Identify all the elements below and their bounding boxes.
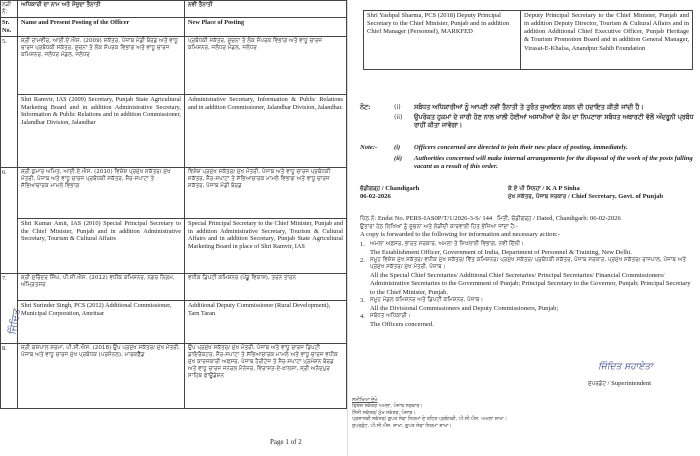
note-i-pun: ਸਬੰਧਤ ਅਧਿਕਾਰੀਆਂ ਨੂੰ ਆਪਣੀ ਨਵੀਂ ਤੈਨਾਤੀ ਤੇ ਤੁਰੰਤ ਜੁਆਇਨ ਕਰਨ ਦੀ ਹਦਾਇਤ ਕੀਤੀ ਜਾਂਦੀ ਹੈ। xyxy=(414,104,644,111)
place-pun: ਚੰਡੀਗੜ੍ਹ xyxy=(360,186,381,192)
list-item: 4. ਸਬੰਧਤ ਅਧਿਕਾਰੀ। The Officers concerned. xyxy=(360,313,434,328)
place-en: Chandigarh xyxy=(385,185,420,192)
note-label-pun: ਨੋਟ: xyxy=(360,104,371,111)
note-num: (i) xyxy=(394,104,401,111)
order-date: 06-02-2026 xyxy=(360,193,391,200)
row-new-pun: ਉਪ ਪ੍ਰਮੁੱਖ ਸਕੱਤਰ/ ਮੁੱਖ ਮੰਤਰੀ, ਪੰਜਾਬ ਅਤੇ ਵਾਧੂ ਚਾਰਜ ਡਿਪਟੀ ਡਾਇਰੈਕਟਰ, ਸੈਰ-ਸਪਾਟਾ ਤੇ ਸੱਭਿਆਚਾਰਕ ਮਾਮਲੇ ਅਤੇ ਵਾਧੂ ਚਾਰਜ ਵਧੀਕ ਮੁੱਖ ਕਾਰਜਕਾਰੀ ਅਫਸਰ, ਪੰਜਾਬ ਹੈਰੀਟੇਜ ਤੇ ਸੈਰ-ਸਪਾਟਾ ਪ੍ਰਮੋਸ਼ਨ ਬੋਰਡ ਅਤੇ ਵਾਧੂ ਚਾਰਜ ਜਨਰਲ ਮੈਨੇਜਰ, ਵਿਰਾਸਤ-ਏ-ਖ਼ਾਲਸਾ, ਸ੍ਰੀ ਅਨੰਦਪੁਰ ਸਾਹਿਬ ਫਾਊਂਡੇਸ਼ਨ xyxy=(185,343,347,408)
row-name-en: Shri Ramvir, IAS (2009) Secretary, Punjab State Agricultural Marketing Board and in addition Administrative Secretary, Information & Public Relations and in addition Commissioner, Jalandhar Division, Jalandhar xyxy=(18,94,185,167)
list-item: 2. ਸਮੂਹ ਵਿਸ਼ੇਸ਼ ਮੁੱਖ ਸਕੱਤਰ/ ਵਧੀਕ ਮੁੱਖ ਸਕੱਤਰ/ ਵਿੱਤ ਕਮਿਸ਼ਨਰ/ ਪ੍ਰਮੁੱਖ ਸਕੱਤਰ/ ਪ੍ਰਬੰਧਕੀ ਸਕੱਤਰ, ਪੰਜਾਬ ਸਰਕਾਰ, ਪ੍ਰਮੁੱਖ ਸਕੱਤਰ/ ਰਾਜਪਾਲ, ਪੰਜਾਬ ਅਤੇ ਪ੍ਰਮੁੱਖ ਸਕੱਤਰ/ ਮੁੱਖ ਮੰਤਰੀ, ਪੰਜਾਬ। All the Special Chief Secretaries/ Additional Chief Secretaries/ Principal Secretaries/ Financial Commissioners/ Administrative Secretaries to the Government of Punjab; Principal Secretary to the Governor, Punjab; Principal Secretary to the Chief Minister, Punjab. xyxy=(360,257,691,296)
signatory-title-pun: ਮੁੱਖ ਸਕੱਤਰ, ਪੰਜਾਬ ਸਰਕਾਰ xyxy=(508,194,567,200)
sr-header: Sr. No. xyxy=(1,17,18,36)
table-row xyxy=(1,273,347,300)
right-page xyxy=(348,0,700,456)
row-sr: 6. xyxy=(1,167,18,273)
new-header-pun: ਨਵੀਂ ਤੈਨਾਤੀ xyxy=(185,1,347,18)
row-sr: 8. xyxy=(1,343,18,408)
row-new-pun: ਪ੍ਰਬੰਧਕੀ ਸਕੱਤਰ, ਸੂਚਨਾ ਤੇ ਲੋਕ ਸੰਪਰਕ ਵਿਭਾਗ ਅਤੇ ਵਾਧੂ ਚਾਰਜ ਕਮਿਸ਼ਨਰ, ਜਲੰਧਰ ਮੰਡਲ, ਜਲੰਧਰ xyxy=(185,36,347,94)
footer-notes: ਸਮੀਖਿਆ ਦੇਖੋ ਵਿਸ਼ੇਸ਼ ਸਕੱਤਰ ਅਮਲਾ, ਪੰਜਾਬ ਸਰਕਾਰ। ਨਿੱਜੀ ਸਕੱਤਰ/ ਮੁੱਖ ਸਕੱਤਰ, ਪੰਜਾਬ। ਪ੍ਰਸ਼ਾਸਕੀ ਸਕੱਤਰ/ ਗੁਪਤ ਸੇਵਾ ਨਿਯਮਾਂ ਦੇ ਤਹਿਤ ਪ੍ਰਬੰਧਕੀ, ਪੀ.ਸੀ.ਐਸ. ਅਮਲਾ ਸ਼ਾਖਾ। ਸੁਪਰਡੰਟ, ਪੀ.ਸੀ.ਐਸ. ਸ਼ਾਖਾ, ਗੁਪਤ ਸੇਵਾ ਨਿਯਮਾਂ ਸ਼ਾਖਾ। xyxy=(352,398,507,429)
row-new-en: Special Principal Secretary to the Chief Minister, Punjab and in addition Administrative Secretary, Tourism & Cultural Affairs and in addition Secretary, Punjab State Agricultural Marketing Board in place of Shri Ramvir, IAS xyxy=(185,218,347,273)
signatory-title-en: Chief Secretary, Govt. of Punjab xyxy=(571,193,664,200)
row-new-pun: ਵਧੀਕ ਡਿਪਟੀ ਕਮਿਸ਼ਨਰ (ਪੇਂਡੂ ਵਿਕਾਸ), ਤਰਨ ਤਾਰਨ xyxy=(185,273,347,300)
row-name-en: Shri Kumar Amit, IAS (2010) Special Principal Secretary to the Chief Minister, Punjab and in addition Administrative Secretary, Tourism & Cultural Affairs xyxy=(18,218,185,273)
row-name-en: Shri Yashpal Sharma, PCS (2018) Deputy Principal Secretary to the Chief Minister, Punjab and in addition Chief Manager (Personnel), MARKFED xyxy=(364,11,521,70)
table-row xyxy=(1,218,347,273)
page-number: Page 1 of 2 xyxy=(270,438,302,446)
note-num: (i) xyxy=(394,144,401,151)
row-name-en: Shri Surinder Singh, PCS (2012) Additional Commissioner, Municipal Corporation, Amritsar xyxy=(18,300,185,343)
table-row xyxy=(1,36,347,94)
row-new-en: Administrative Secretary, Information & Public Relations and in addition Commissioner, Jalandhar Division, Jalandhar. xyxy=(185,94,347,167)
continued-table xyxy=(363,10,693,70)
row-name-pun: ਸ਼੍ਰੀ ਰਾਮਵੀਰ, ਆਈ.ਏ.ਐਸ. (2009) ਸਕੱਤਰ, ਪੰਜਾਬ ਮੰਡੀ ਬੋਰਡ ਅਤੇ ਵਾਧੂ ਚਾਰਜ ਪ੍ਰਬੰਧਕੀ ਸਕੱਤਰ, ਸੂਚਨਾ ਤੇ ਲੋਕ ਸੰਪਰਕ ਵਿਭਾਗ ਅਤੇ ਵਾਧੂ ਚਾਰਜ ਕਮਿਸ਼ਨਰ, ਜਲੰਧਰ ਮੰਡਲ, ਜਲੰਧਰ xyxy=(18,36,185,94)
signatory-name-pun: ਕੇ ਏ ਪੀ ਸਿਨਹਾ xyxy=(508,186,541,192)
signatory-name-en: K A P Sinha xyxy=(545,185,580,192)
name-header-pun: ਅਧਿਕਾਰੀ ਦਾ ਨਾਮ ਅਤੇ ਮੌਜੂਦਾ ਤੈਨਾਤੀ xyxy=(18,1,185,18)
notes-english xyxy=(360,144,695,172)
table-header-punjabi xyxy=(1,1,347,18)
row-sr: 5. xyxy=(1,36,18,167)
row-sr: 7. xyxy=(1,273,18,343)
signatory: ਕੇ ਏ ਪੀ ਸਿਨਹਾ / K A P Sinha ਮੁੱਖ ਸਕੱਤਰ, ਪੰਜਾਬ ਸਰਕਾਰ / Chief Secretary, Govt. of Punjab xyxy=(508,185,664,200)
new-header: New Place of Posting xyxy=(185,17,347,36)
row-name-pun: ਸ਼੍ਰੀ ਸੁਰਿੰਦਰ ਸਿੰਘ, ਪੀ.ਸੀ.ਐਸ. (2012) ਵਧੀਕ ਕਮਿਸ਼ਨਰ, ਨਗਰ ਨਿਗਮ, ਅੰਮ੍ਰਿਤਸਰ xyxy=(18,273,185,300)
name-header: Name and Present Posting of the Officer xyxy=(18,17,185,36)
note-num: (ii) xyxy=(394,154,403,162)
table-row xyxy=(1,94,347,167)
place-date: ਚੰਡੀਗੜ੍ਹ / Chandigarh 06-02-2026 xyxy=(360,185,420,200)
endst-intro-pun: ਉਤਾਰਾ ਹੇਠ ਲਿਖਿਆਂ ਨੂੰ ਸੂਚਨਾ ਅਤੇ ਲੋੜੀਂਦੀ ਕਾਰਵਾਈ ਹਿਤ ਭੇਜਿਆ ਜਾਂਦਾ ਹੈ:- xyxy=(360,223,518,230)
list-item: 1. ਅਮਲਾ ਅਫ਼ਸਰ, ਭਾਰਤ ਸਰਕਾਰ, ਅਮਲਾ ਤੇ ਸਿਖਲਾਈ ਵਿਭਾਗ, ਨਵੀਂ ਦਿੱਲੀ। The Establishment Officer, Government of India, Department of Personnel & Training, New Delhi. xyxy=(360,241,632,256)
left-page xyxy=(0,0,348,456)
table-row xyxy=(1,167,347,218)
table-header-english xyxy=(1,17,347,36)
row-new-en: Deputy Principal Secretary to the Chief Minister, Punjab and in addition Deputy Director, Tourism & Cultural Affairs and in addition Additional Chief Executive Officer, Punjab Heritage & Tourism Promotion Board and in addition General Manager, Virasat-E-Khalsa, Anandpur Sahib Foundation xyxy=(521,11,693,70)
table-row xyxy=(364,11,693,70)
posting-table xyxy=(0,0,347,409)
list-item: 3. ਸਮੂਹ ਮੰਡਲ ਕਮਿਸ਼ਨਰ ਅਤੇ ਡਿਪਟੀ ਕਮਿਸ਼ਨਰ, ਪੰਜਾਬ। All the Divisional Commissioners and Deputy Commissioners, Punjab; xyxy=(360,297,559,312)
note-i-en: Officers concerned are directed to join their new place of posting, immediately. xyxy=(414,144,628,151)
margin-signature: ਜਿੰਦਿਤ xyxy=(7,307,23,336)
notes-punjabi xyxy=(360,104,695,131)
endst-date: Dated, Chandigarh: 06-02-2026 xyxy=(536,215,621,222)
note-label-en: Note:- xyxy=(360,144,378,151)
table-row xyxy=(1,300,347,343)
row-name-pun: ਸ਼੍ਰੀ ਯਸ਼ਪਾਲ ਸ਼ਰਮਾ, ਪੀ.ਸੀ.ਐਸ. (2018) ਉਪ ਪ੍ਰਮੁੱਖ ਸਕੱਤਰ/ ਮੁੱਖ ਮੰਤਰੀ, ਪੰਜਾਬ ਅਤੇ ਵਾਧੂ ਚਾਰਜ ਮੁੱਖ ਪ੍ਰਬੰਧਕ (ਪਰਸੋਨਲ), ਮਾਰਕਫੈੱਡ xyxy=(18,343,185,408)
superintendent-signature: ਜਿੰਦਿਤ ਸਹਾਏਤਾ xyxy=(598,362,653,372)
table-row xyxy=(1,343,347,408)
endst-no: Endst No. PERS-IAS0P/T/1/2026-3-S/ 144 xyxy=(377,215,493,222)
sr-header-pun: ਲੜੀ ਨੰ: xyxy=(1,1,18,18)
row-new-pun: ਵਿਸ਼ੇਸ਼ ਪ੍ਰਮੁੱਖ ਸਕੱਤਰ/ ਮੁੱਖ ਮੰਤਰੀ, ਪੰਜਾਬ ਅਤੇ ਵਾਧੂ ਚਾਰਜ ਪ੍ਰਬੰਧਕੀ ਸਕੱਤਰ, ਸੈਰ-ਸਪਾਟਾ ਤੇ ਸੱਭਿਆਚਾਰਕ ਮਾਮਲੇ ਵਿਭਾਗ ਅਤੇ ਵਾਧੂ ਚਾਰਜ ਸਕੱਤਰ, ਪੰਜਾਬ ਮੰਡੀ ਬੋਰਡ xyxy=(185,167,347,218)
endorsement: ਪਿੱਠ.ਨੰ: Endst No. PERS-IAS0P/T/1/2026-3-S/ 144 ਮਿਤੀ, ਚੰਡੀਗੜ੍ਹ / Dated, Chandigarh: 06-02-2026 ਉਤਾਰਾ ਹੇਠ ਲਿਖਿਆਂ ਨੂੰ ਸੂਚਨਾ ਅਤੇ ਲੋੜੀਂਦੀ ਕਾਰਵਾਈ ਹਿਤ ਭੇਜਿਆ ਜਾਂਦਾ ਹੈ:- A copy is forwarded to the following for information and necessary action:- 1. ਅਮਲਾ ਅਫ਼ਸਰ, ਭਾਰਤ ਸਰਕਾਰ, ਅਮਲਾ ਤੇ ਸਿਖਲਾਈ ਵਿਭਾਗ, ਨਵੀਂ ਦਿੱਲੀ। The Establishment Officer, Government of India, Department of Personnel & Training, New Delhi. 2. ਸਮੂਹ ਵਿਸ਼ੇਸ਼ ਮੁੱਖ ਸਕੱਤਰ/ ਵਧੀਕ ਮੁੱਖ ਸਕੱਤਰ/ ਵਿੱਤ ਕਮਿਸ਼ਨਰ/ ਪ੍ਰਮੁੱਖ ਸਕੱਤਰ/ ਪ੍ਰਬੰਧਕੀ ਸਕੱਤਰ, ਪੰਜਾਬ ਸਰਕਾਰ, ਪ੍ਰਮੁੱਖ ਸਕੱਤਰ/ ਰਾਜਪਾਲ, ਪੰਜਾਬ ਅਤੇ ਪ੍ਰਮੁੱਖ ਸਕੱਤਰ/ ਮੁੱਖ ਮੰਤਰੀ, ਪੰਜਾਬ। All the Special Chief Secretaries/ Additional Chief Secretaries/ Principal Secretaries/ Financial Commissioners/ Administrative Secretaries to the Government of Punjab; Principal Secretary to the Governor, Punjab; Principal Secretary to the Chief Minister, Punjab. 3. ਸਮੂਹ ਮੰਡਲ ਕਮਿਸ਼ਨਰ ਅਤੇ ਡਿਪਟੀ ਕਮਿਸ਼ਨਰ, ਪੰਜਾਬ। All the Divisional Commissioners and Deputy Commissioners, Punjab; 4. ਸਬੰਧਤ ਅਧਿਕਾਰੀ। The Officers concerned. xyxy=(360,215,695,329)
note-ii-pun: ਉਪਰੋਕਤ ਹੁਕਮਾਂ ਦੇ ਜਾਰੀ ਹੋਣ ਨਾਲ ਖਾਲੀ ਹੋਈਆਂ ਅਸਾਮੀਆਂ ਦੇ ਕੰਮ ਦਾ ਨਿਪਟਾਰਾ ਸਬੰਧਤ ਅਥਾਰਟੀ ਵੱਲੋਂ ਅੰਦਰੂਨੀ ਪ੍ਰਬੰਧ ਰਾਹੀਂ ਕੀਤਾ ਜਾਵੇਗਾ। xyxy=(414,114,694,130)
endst-intro-en: A copy is forwarded to the following for information and necessary action:- xyxy=(360,230,560,238)
endst-no-pun: ਪਿੱਠ.ਨੰ: xyxy=(360,216,377,222)
endst-date-pun: ਮਿਤੀ, ਚੰਡੀਗੜ੍ਹ xyxy=(497,216,532,222)
row-new-en: Additional Deputy Commissioner (Rural Development), Tarn Taran xyxy=(185,300,347,343)
superintendent-title: ਸੁਪਰਡੰਟ / Superintendent xyxy=(588,380,652,387)
row-name-pun: ਸ਼੍ਰੀ ਕੁਮਾਰ ਅਮਿਤ, ਆਈ.ਏ.ਐਸ. (2010) ਵਿਸ਼ੇਸ਼ ਪ੍ਰਮੁੱਖ ਸਕੱਤਰ/ ਮੁੱਖ ਮੰਤਰੀ, ਪੰਜਾਬ ਅਤੇ ਵਾਧੂ ਚਾਰਜ ਪ੍ਰਬੰਧਕੀ ਸਕੱਤਰ, ਸੈਰ-ਸਪਾਟਾ ਤੇ ਸੱਭਿਆਚਾਰਕ ਮਾਮਲੇ ਵਿਭਾਗ xyxy=(18,167,185,218)
note-num: (ii) xyxy=(394,114,403,122)
note-ii-en: Authorities concerned will make internal arrangements for the disposal of the work of the posts falling vacant as a result of this order. xyxy=(414,154,693,171)
